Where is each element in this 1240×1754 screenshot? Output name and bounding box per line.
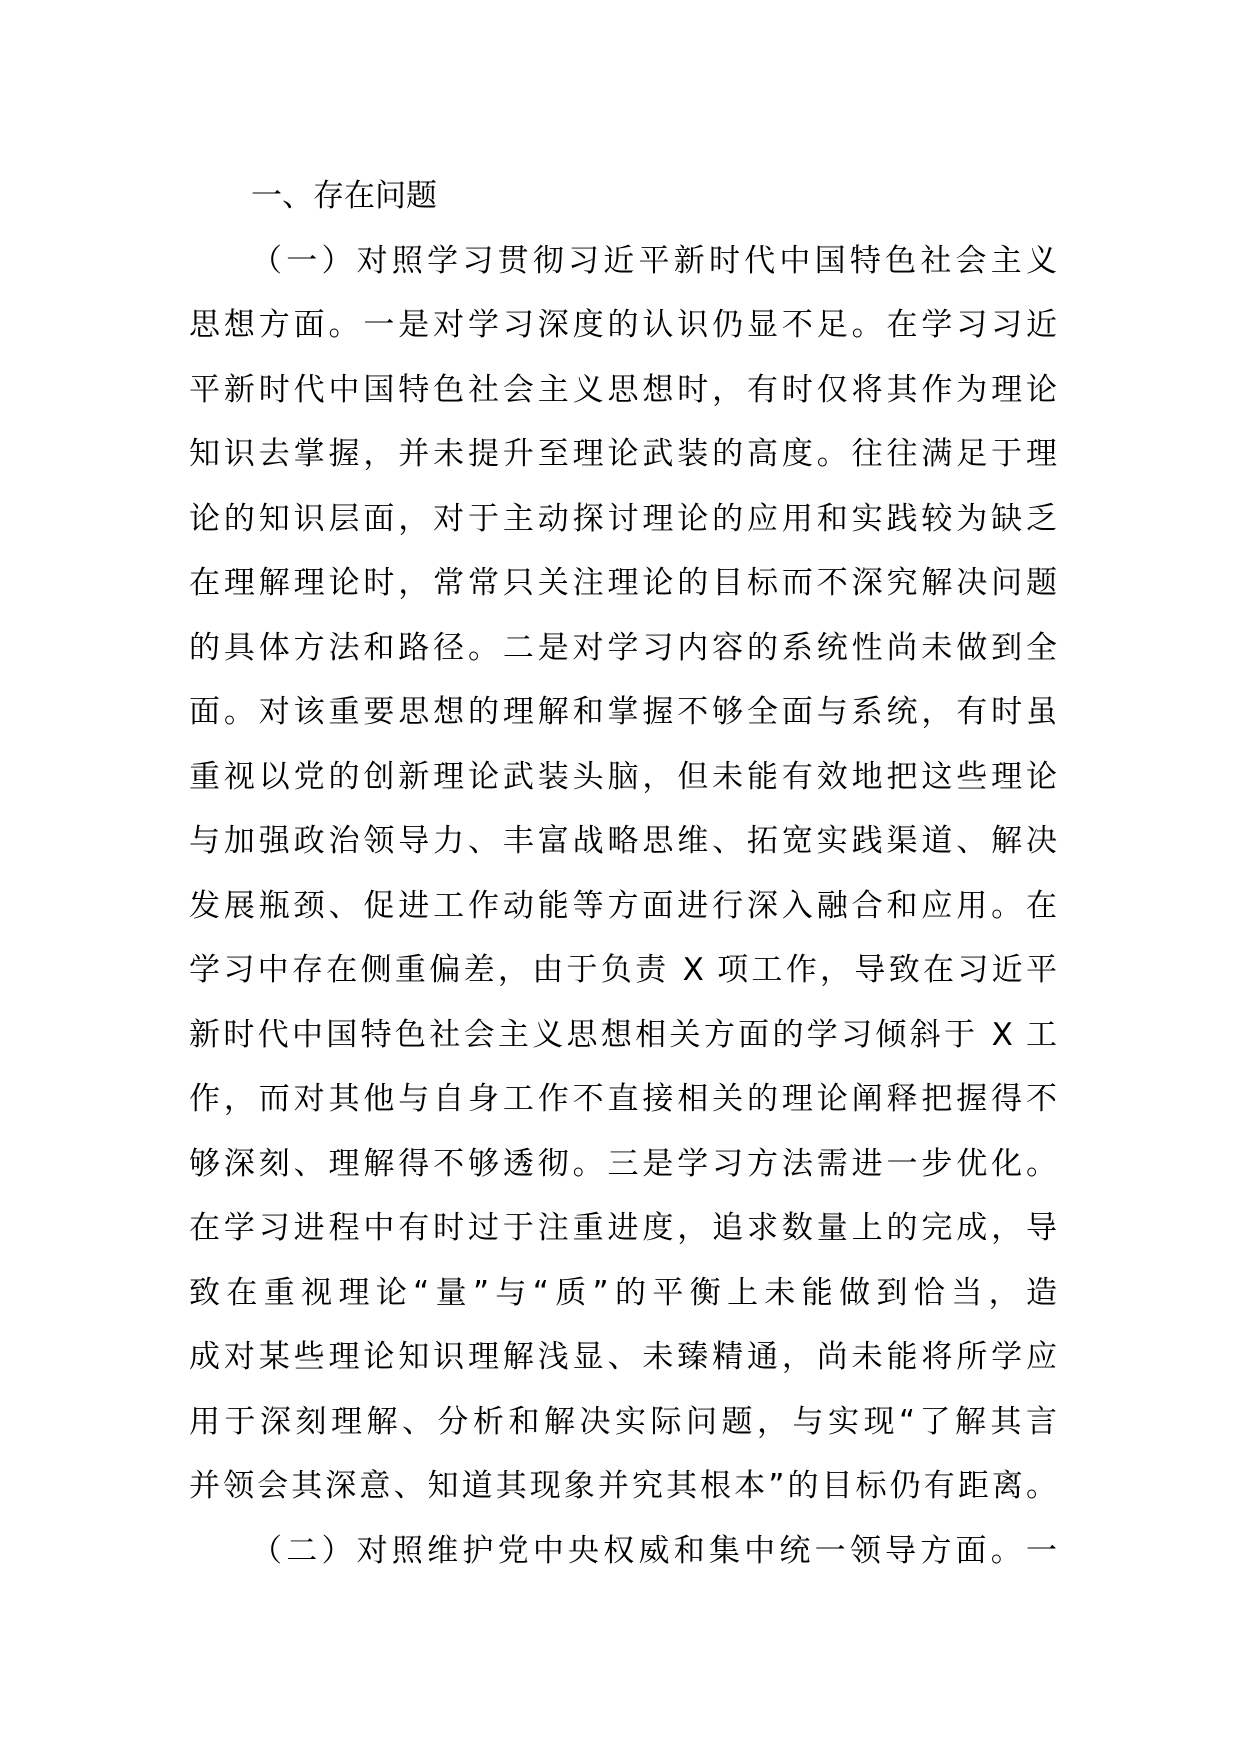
paragraph-line-18: 成对某些理论知识理解浅显、未臻精通，尚未能将所学应 [189, 1339, 1057, 1375]
paragraph-line-15: 够深刻、理解得不够透彻。三是学习方法需进一步优化。 [189, 1145, 1057, 1182]
paragraph-line-21: （二）对照维护党中央权威和集中统一领导方面。一 [251, 1532, 1057, 1569]
paragraph-line-6: 在理解理论时，常常只关注理论的目标而不深究解决问题 [189, 565, 1057, 601]
paragraph-line-11: 发展瓶颈、促进工作动能等方面进行深入融合和应用。在 [189, 887, 1057, 924]
section-heading: 一、存在问题 [251, 178, 437, 214]
paragraph-line-10: 与加强政治领导力、丰富战略思维、拓宽实践渠道、解决 [189, 823, 1057, 859]
paragraph-line-20: 并领会其深意、知道其现象并究其根本”的目标仍有距离。 [189, 1468, 1057, 1504]
paragraph-line-4: 知识去掌握，并未提升至理论武装的高度。往往满足于理 [189, 436, 1057, 472]
paragraph-line-9: 重视以党的创新理论武装头脑，但未能有效地把这些理论 [189, 758, 1057, 795]
paragraph-line-3: 平新时代中国特色社会主义思想时，有时仅将其作为理论 [189, 371, 1057, 408]
paragraph-line-14: 作，而对其他与自身工作不直接相关的理论阐释把握得不 [189, 1081, 1057, 1117]
paragraph-line-5: 论的知识层面，对于主动探讨理论的应用和实践较为缺乏 [189, 500, 1057, 537]
paragraph-line-16: 在学习进程中有时过于注重进度，追求数量上的完成，导 [189, 1210, 1057, 1246]
paragraph-line-17: 致在重视理论“量”与“质”的平衡上未能做到恰当，造 [189, 1274, 1057, 1311]
document-body [189, 164, 1057, 1583]
paragraph-line-7: 的具体方法和路径。二是对学习内容的系统性尚未做到全 [189, 629, 1057, 666]
paragraph-line-2: 思想方面。一是对学习深度的认识仍显不足。在学习习近 [189, 307, 1057, 343]
paragraph-line-8: 面。对该重要思想的理解和掌握不够全面与系统，有时虽 [189, 694, 1057, 730]
paragraph-line-19: 用于深刻理解、分析和解决实际问题，与实现“了解其言 [189, 1403, 1057, 1440]
paragraph-line-13: 新时代中国特色社会主义思想相关方面的学习倾斜于 X 工 [189, 1016, 1057, 1053]
paragraph-line-12: 学习中存在侧重偏差，由于负责 X 项工作，导致在习近平 [189, 952, 1057, 988]
paragraph-line-1: （一）对照学习贯彻习近平新时代中国特色社会主义 [251, 242, 1057, 279]
